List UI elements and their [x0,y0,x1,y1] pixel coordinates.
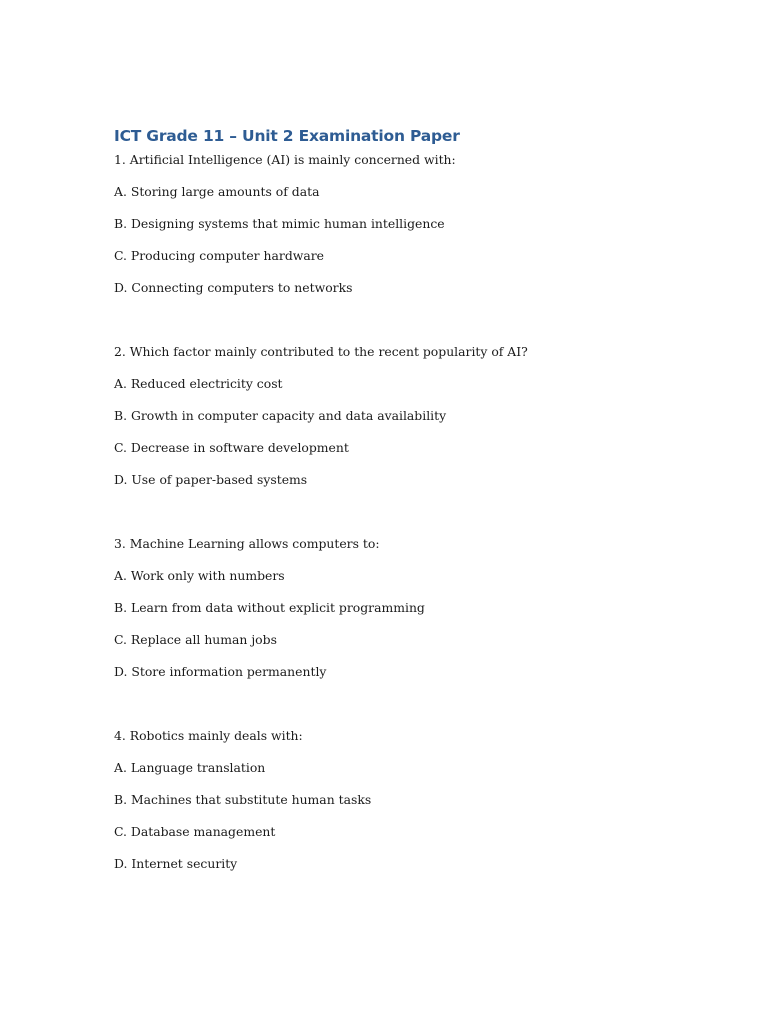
answer-option-b: B. Machines that substitute human tasks [114,792,372,807]
question-prompt: 4. Robotics mainly deals with: [114,728,303,743]
question-spacer [114,693,768,725]
question-1 [114,149,768,309]
answer-option-a: A. Storing large amounts of data [114,184,320,199]
question-3 [114,533,768,693]
question-prompt: 3. Machine Learning allows computers to: [114,536,380,551]
question-prompt: 2. Which factor mainly contributed to the recent popularity of AI? [114,344,528,359]
answer-option-b: B. Designing systems that mimic human intelligence [114,216,445,231]
answer-option-c: C. Replace all human jobs [114,632,277,647]
question-spacer [114,501,768,533]
question-4 [114,725,768,885]
answer-option-d: D. Internet security [114,856,238,871]
answer-option-a: A. Work only with numbers [114,568,285,583]
question-2 [114,341,768,501]
question-prompt: 1. Artificial Intelligence (AI) is mainly concerned with: [114,152,456,167]
answer-option-c: C. Database management [114,824,276,839]
answer-option-c: C. Decrease in software development [114,440,349,455]
question-spacer [114,309,768,341]
answer-option-c: C. Producing computer hardware [114,248,325,263]
answer-option-b: B. Growth in computer capacity and data availability [114,408,447,423]
answer-option-d: D. Store information permanently [114,664,327,679]
answer-option-d: D. Connecting computers to networks [114,280,353,295]
document-title: ICT Grade 11 – Unit 2 Examination Paper [114,127,460,145]
answer-option-d: D. Use of paper-based systems [114,472,308,487]
answer-option-b: B. Learn from data without explicit programming [114,600,425,615]
answer-option-a: A. Language translation [114,760,266,775]
answer-option-a: A. Reduced electricity cost [114,376,283,391]
